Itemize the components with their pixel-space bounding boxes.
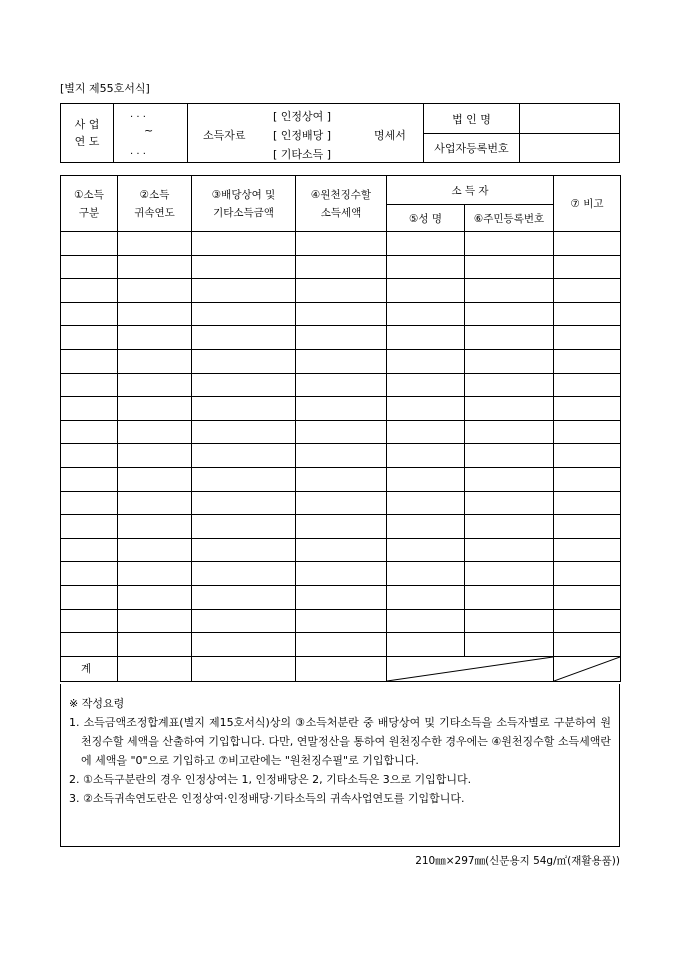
table-cell[interactable]: [387, 515, 465, 539]
table-cell[interactable]: [465, 491, 554, 515]
table-cell[interactable]: [192, 420, 296, 444]
col-earner-group: 소 득 자: [387, 176, 554, 205]
table-cell[interactable]: [296, 302, 387, 326]
corp-name-label: 법 인 명: [452, 112, 491, 126]
table-cell[interactable]: [554, 491, 621, 515]
table-cell[interactable]: [61, 420, 118, 444]
table-cell[interactable]: [61, 326, 118, 350]
table-cell[interactable]: [118, 538, 192, 562]
biz-year-period[interactable]: [114, 106, 187, 162]
table-cell[interactable]: [296, 397, 387, 421]
table-cell[interactable]: [465, 467, 554, 491]
col-withholding-tax: ④원천징수할 소득세액: [296, 176, 387, 232]
table-cell[interactable]: [554, 373, 621, 397]
table-cell[interactable]: [118, 491, 192, 515]
table-cell[interactable]: [387, 609, 465, 633]
col-amount: ③배당상여 및 기타소득금액: [192, 176, 296, 232]
header-table: [60, 103, 620, 163]
total-cell[interactable]: [192, 656, 296, 681]
table-cell[interactable]: [61, 609, 118, 633]
table-row: [61, 515, 621, 539]
table-cell[interactable]: [61, 255, 118, 279]
table-row: [61, 562, 621, 586]
col-income-type: ①소득 구분: [61, 176, 118, 232]
table-cell[interactable]: [118, 397, 192, 421]
form-title: [별지 제55호서식]: [60, 82, 150, 95]
period-start: . . .: [130, 109, 146, 120]
table-row: [61, 444, 621, 468]
table-cell[interactable]: [118, 515, 192, 539]
table-cell[interactable]: [387, 538, 465, 562]
col-remarks: ⑦ 비고: [554, 176, 621, 232]
table-cell[interactable]: [192, 585, 296, 609]
income-table: [60, 175, 621, 682]
instructions-heading: ※ 작성요령: [69, 697, 125, 710]
table-cell[interactable]: [61, 467, 118, 491]
table-cell[interactable]: [192, 467, 296, 491]
table-cell[interactable]: [554, 633, 621, 657]
table-cell[interactable]: [296, 538, 387, 562]
table-cell[interactable]: [554, 302, 621, 326]
table-cell[interactable]: [192, 609, 296, 633]
table-cell[interactable]: [192, 562, 296, 586]
table-cell[interactable]: [554, 585, 621, 609]
table-cell[interactable]: [465, 302, 554, 326]
table-cell[interactable]: [192, 279, 296, 303]
table-row: [61, 373, 621, 397]
statement-label: 명세서: [374, 129, 406, 142]
table-cell[interactable]: [118, 349, 192, 373]
table-cell[interactable]: [192, 491, 296, 515]
table-cell[interactable]: [192, 326, 296, 350]
table-cell[interactable]: [387, 585, 465, 609]
table-cell[interactable]: [192, 373, 296, 397]
table-cell[interactable]: [296, 609, 387, 633]
table-cell[interactable]: [387, 467, 465, 491]
table-cell[interactable]: [296, 515, 387, 539]
table-cell[interactable]: [554, 444, 621, 468]
table-cell[interactable]: [192, 515, 296, 539]
instructions: [60, 684, 620, 847]
table-cell[interactable]: [61, 538, 118, 562]
table-cell[interactable]: [296, 585, 387, 609]
table-row: [61, 585, 621, 609]
table-cell[interactable]: [387, 373, 465, 397]
table-cell[interactable]: [465, 444, 554, 468]
table-cell[interactable]: [61, 232, 118, 256]
table-cell[interactable]: [387, 491, 465, 515]
table-cell[interactable]: [387, 255, 465, 279]
table-cell[interactable]: [465, 538, 554, 562]
table-cell[interactable]: [465, 585, 554, 609]
table-cell[interactable]: [387, 302, 465, 326]
table-cell[interactable]: [118, 633, 192, 657]
table-cell[interactable]: [118, 585, 192, 609]
table-cell[interactable]: [118, 467, 192, 491]
table-cell[interactable]: [296, 444, 387, 468]
table-cell[interactable]: [554, 279, 621, 303]
table-cell[interactable]: [465, 420, 554, 444]
table-cell[interactable]: [554, 609, 621, 633]
biz-reg-no-label: 사업자등록번호: [434, 142, 509, 155]
table-cell[interactable]: [192, 255, 296, 279]
period-separator: ~: [144, 124, 154, 137]
table-cell[interactable]: [296, 373, 387, 397]
biz-year-line1: 사 업: [74, 118, 100, 131]
table-cell[interactable]: [118, 255, 192, 279]
table-cell[interactable]: [118, 609, 192, 633]
table-cell[interactable]: [387, 279, 465, 303]
diagonal-strike: [387, 657, 553, 681]
table-cell[interactable]: [387, 232, 465, 256]
table-cell[interactable]: [61, 302, 118, 326]
table-cell[interactable]: [192, 349, 296, 373]
biz-reg-no-input[interactable]: [520, 134, 619, 162]
table-cell[interactable]: [61, 444, 118, 468]
table-cell[interactable]: [61, 515, 118, 539]
table-cell[interactable]: [118, 302, 192, 326]
table-row: [61, 232, 621, 256]
table-cell[interactable]: [118, 279, 192, 303]
table-cell[interactable]: [554, 562, 621, 586]
diagonal-strike: [554, 657, 620, 681]
table-cell[interactable]: [296, 633, 387, 657]
table-cell[interactable]: [61, 279, 118, 303]
table-cell[interactable]: [61, 373, 118, 397]
table-row: [61, 467, 621, 491]
table-cell[interactable]: [296, 420, 387, 444]
table-cell[interactable]: [118, 562, 192, 586]
table-cell[interactable]: [296, 349, 387, 373]
table-cell[interactable]: [192, 444, 296, 468]
col-name: ⑤성 명: [387, 205, 465, 232]
table-cell[interactable]: [554, 232, 621, 256]
table-row: [61, 420, 621, 444]
table-row: [61, 255, 621, 279]
table-cell[interactable]: [465, 326, 554, 350]
table-cell[interactable]: [387, 420, 465, 444]
table-cell[interactable]: [296, 467, 387, 491]
total-cell[interactable]: [118, 656, 192, 681]
total-label: 계: [61, 656, 118, 681]
table-cell[interactable]: [554, 467, 621, 491]
table-cell[interactable]: [554, 349, 621, 373]
table-cell[interactable]: [465, 349, 554, 373]
table-cell[interactable]: [61, 585, 118, 609]
table-row: [61, 349, 621, 373]
table-cell[interactable]: [465, 562, 554, 586]
table-cell[interactable]: [465, 232, 554, 256]
table-cell[interactable]: [192, 232, 296, 256]
table-cell[interactable]: [554, 515, 621, 539]
corp-name-input[interactable]: [520, 104, 619, 133]
table-row: [61, 326, 621, 350]
table-cell[interactable]: [61, 397, 118, 421]
table-cell[interactable]: [296, 232, 387, 256]
table-cell[interactable]: [387, 349, 465, 373]
table-cell[interactable]: [387, 562, 465, 586]
table-cell[interactable]: [192, 302, 296, 326]
total-earner-void: [387, 656, 554, 681]
table-cell[interactable]: [554, 538, 621, 562]
table-cell[interactable]: [554, 255, 621, 279]
biz-year-label: [61, 104, 113, 162]
table-cell[interactable]: [465, 633, 554, 657]
option-other-income[interactable]: [ 기타소득 ]: [273, 148, 332, 161]
income-data-label: 소득자료: [203, 129, 246, 142]
table-cell[interactable]: [118, 232, 192, 256]
table-cell[interactable]: [61, 491, 118, 515]
table-cell[interactable]: [387, 397, 465, 421]
table-row: [61, 538, 621, 562]
table-cell[interactable]: [192, 397, 296, 421]
table-cell[interactable]: [296, 255, 387, 279]
total-remarks-void: [554, 656, 621, 681]
table-cell[interactable]: [465, 515, 554, 539]
table-row: [61, 279, 621, 303]
paper-spec: 210㎜×297㎜(신문용지 54g/㎡(재활용품)): [415, 855, 620, 867]
table-cell[interactable]: [554, 326, 621, 350]
option-recognized-bonus[interactable]: [ 인정상여 ]: [273, 110, 332, 123]
table-cell[interactable]: [296, 562, 387, 586]
period-end: . . .: [130, 146, 146, 157]
table-cell[interactable]: [296, 326, 387, 350]
table-cell[interactable]: [118, 373, 192, 397]
table-row: [61, 302, 621, 326]
table-cell[interactable]: [118, 326, 192, 350]
table-cell[interactable]: [465, 609, 554, 633]
total-cell[interactable]: [296, 656, 387, 681]
table-cell[interactable]: [296, 491, 387, 515]
biz-year-line2: 연 도: [74, 135, 100, 148]
table-cell[interactable]: [61, 562, 118, 586]
table-cell[interactable]: [465, 397, 554, 421]
table-row: [61, 491, 621, 515]
col-resident-no: ⑥주민등록번호: [465, 205, 554, 232]
col-attribution-year: ②소득 귀속연도: [118, 176, 192, 232]
table-cell[interactable]: [465, 279, 554, 303]
option-recognized-dividend[interactable]: [ 인정배당 ]: [273, 129, 332, 142]
table-cell[interactable]: [61, 349, 118, 373]
table-cell[interactable]: [554, 397, 621, 421]
table-cell[interactable]: [192, 633, 296, 657]
table-cell[interactable]: [387, 633, 465, 657]
table-cell[interactable]: [118, 444, 192, 468]
table-row: [61, 397, 621, 421]
table-cell[interactable]: [465, 255, 554, 279]
table-cell[interactable]: [118, 420, 192, 444]
instruction-3: 3. ②소득귀속연도란은 인정상여·인정배당·기타소득의 귀속사업연도를 기입합니다.: [69, 792, 465, 805]
table-cell[interactable]: [192, 538, 296, 562]
instruction-1: 1. 소득금액조정합계표(별지 제15호서식)상의 ③소득처분란 중 배당상여 및 기타소득을 소득자별로 구분하여 원천징수할 세액을 산출하여 기입합니다. 다만, 연말정산을 통하여 원천징수한 경우에는 ④원천징수할 소득세액란에 세액을 "0"으로 기입하고 ⑦비고란에는 "원천징수필"로 기입합니다.: [69, 716, 611, 767]
table-cell[interactable]: [387, 326, 465, 350]
table-cell[interactable]: [387, 444, 465, 468]
instruction-2: 2. ①소득구분란의 경우 인정상여는 1, 인정배당은 2, 기타소득은 3으로 기입합니다.: [69, 773, 472, 786]
table-cell[interactable]: [554, 420, 621, 444]
table-cell[interactable]: [61, 633, 118, 657]
table-cell[interactable]: [296, 279, 387, 303]
table-row: [61, 609, 621, 633]
table-row: [61, 633, 621, 657]
table-cell[interactable]: [465, 373, 554, 397]
